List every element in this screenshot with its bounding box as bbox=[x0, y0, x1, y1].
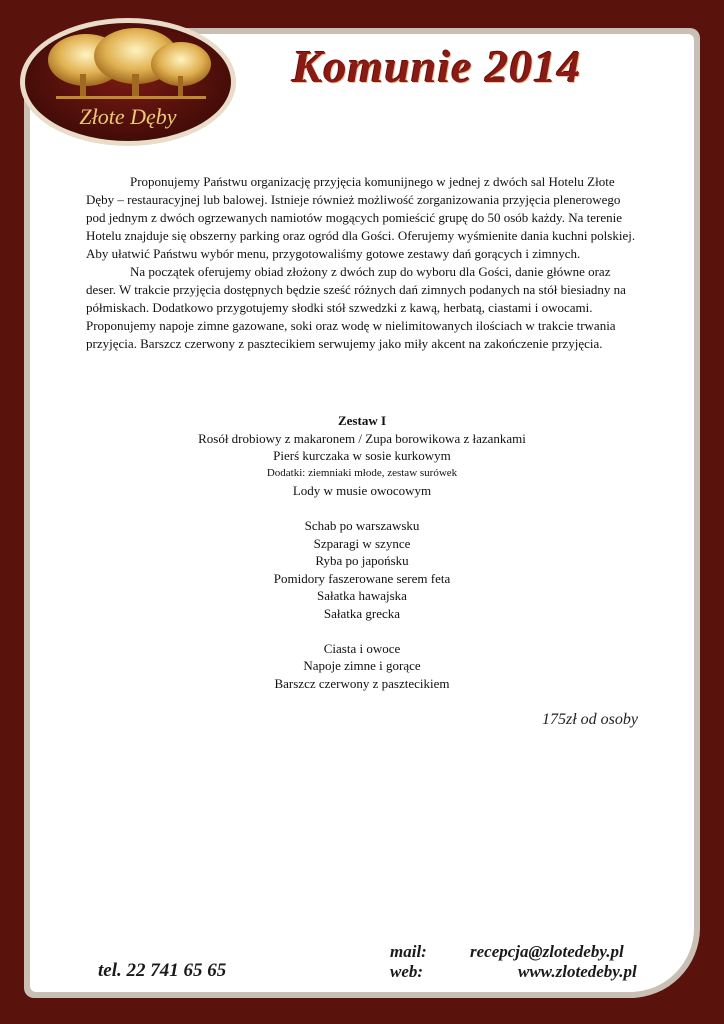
menu-cold-item: Sałatka hawajska bbox=[317, 588, 407, 604]
intro-text bbox=[86, 173, 642, 353]
price: 175zł od osoby bbox=[542, 711, 638, 728]
menu-heading: Zestaw I bbox=[337, 413, 387, 428]
menu-extra-item: Napoje zimne i gorące bbox=[303, 658, 421, 674]
hotel-logo bbox=[16, 12, 240, 152]
intro-paragraph-1: Proponujemy Państwu organizację przyjęcia komunijnego w jednej z dwóch sal Hotelu Złote Dęby – restauracyjnej lub balowej. Istnieje również możliwość zorganizowania przyjęcia plenerowego pod jednym z dwóch ogrzewanych namiotów mogących pomieścić grupę do 50 osób każdy. Na terenie Hotelu znajduje się obszerny parking oraz ogród dla Gości. Oferujemy wyśmienite dania kuchni polskiej. Aby ułatwić Państwu wybór menu, przygotowaliśmy gotowe zestawy dań gorących i zimnych. bbox=[86, 174, 636, 261]
intro-paragraph-2: Na początek oferujemy obiad złożony z dwóch zup do wyboru dla Gości, danie główne oraz deser. W trakcie przyjęcia dostępnych będzie sześć różnych dań zimnych podanych na stół biesiadny na półmiskach. Dodatkowo przygotujemy słodki stół szwedzki z kawą, herbatą, ciastami i owocami. Proponujemy napoje zimne gazowane, soki oraz wodę w nielimitowanych ilościach w trakcie trwania przyjęcia. Barszcz czerwony z pasztecikiem serwujemy jako miły akcent na zakończenie przyjęcia. bbox=[86, 264, 626, 351]
footer-email bbox=[390, 942, 624, 962]
menu-extra-item: Barszcz czerwony z pasztecikiem bbox=[274, 675, 450, 691]
svg-text:Złote Dęby: Złote Dęby bbox=[79, 104, 177, 129]
menu-main-course: Pierś kurczaka w sosie kurkowym bbox=[273, 448, 451, 464]
menu-extra-item: Ciasta i owoce bbox=[323, 640, 401, 656]
menu-cold-item: Pomidory faszerowane serem feta bbox=[273, 570, 451, 586]
footer-web bbox=[390, 962, 637, 982]
menu-sides: Dodatki: ziemniaki młode, zestaw surówek bbox=[266, 466, 458, 479]
email-link[interactable]: recepcja@zlotedeby.pl bbox=[470, 942, 624, 961]
menu-dessert: Lody w musie owocowym bbox=[292, 483, 432, 499]
menu-soups: Rosół drobiowy z makaronem / Zupa borowikowa z łazankami bbox=[198, 430, 526, 446]
menu-cold-item: Ryba po japońsku bbox=[315, 553, 409, 569]
page-title: Komunie 2014 bbox=[292, 41, 582, 92]
menu-cold-item: Sałatka grecka bbox=[323, 605, 401, 621]
web-link[interactable]: www.zlotedeby.pl bbox=[518, 962, 637, 981]
web-label: web: bbox=[390, 962, 424, 981]
menu-cold-item: Schab po warszawsku bbox=[304, 517, 420, 533]
email-label: mail: bbox=[390, 942, 427, 961]
menu-set bbox=[140, 412, 584, 692]
menu-cold-item: Szparagi w szynce bbox=[313, 535, 411, 551]
footer-phone: tel. 22 741 65 65 bbox=[98, 960, 227, 981]
